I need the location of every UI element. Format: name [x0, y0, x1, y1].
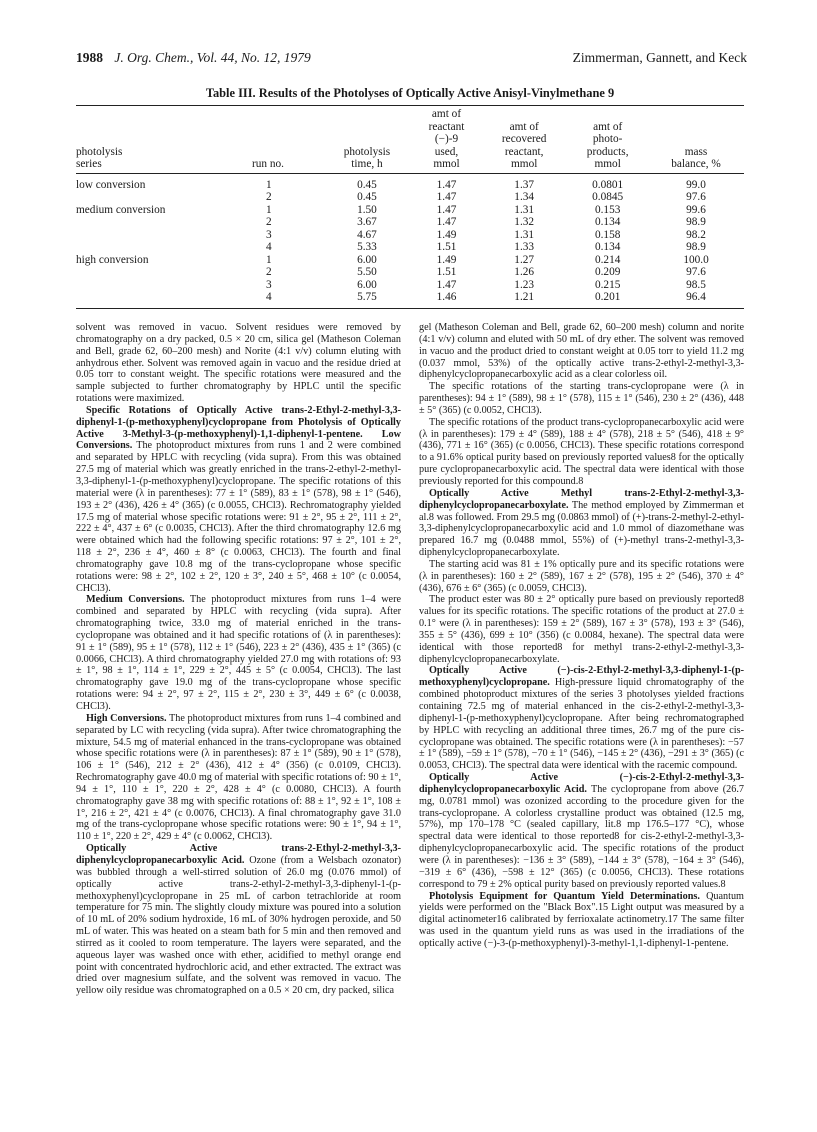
column-header-line: mmol: [594, 158, 621, 170]
table-cell: 96.4: [686, 291, 706, 303]
page-number: 1988: [76, 50, 103, 65]
table-cell: 1.47: [436, 191, 457, 203]
paragraph: [76, 713, 401, 843]
table-cell: 1.33: [514, 241, 535, 253]
table-body: [76, 173, 744, 308]
table-row: [76, 204, 744, 217]
paragraph-heading: Optically Active (−)-cis-2-Ethyl-2-methyl-3,3-diphenyl-1-(p-methoxyphenyl)cyclopropane.: [419, 665, 744, 689]
table-cell: 5.75: [357, 291, 377, 303]
table-header: [76, 106, 744, 174]
table-cell: 0.209: [594, 266, 621, 278]
table-cell: 1.32: [514, 216, 535, 228]
column-header-line: used,: [434, 145, 459, 158]
table-cell: [76, 216, 226, 229]
table-cell: 0.153: [594, 203, 621, 216]
table-cell: 0.134: [594, 216, 621, 228]
paragraph: [419, 665, 744, 772]
table-cell: 1.49: [436, 228, 457, 241]
paragraph: [76, 594, 401, 712]
table-cell: [76, 279, 226, 292]
table-cell: 0.0801: [592, 178, 624, 191]
table-cell: 100.0: [683, 253, 709, 266]
paragraph-text: The specific rotations of the starting trans-cyclopropane were (λ in parentheses): 94 ± 1° (589), 98 ± 1° (578), 115 ± 1° (546), 230 ± 2° (436), 448 ± 5° (365) (c 0.0052, CHCl3).: [419, 381, 744, 416]
table-cell: 1.23: [514, 278, 535, 291]
table-cell: 1.51: [436, 241, 457, 253]
column-header: [322, 106, 412, 174]
table-cell: 2: [266, 266, 272, 278]
paragraph-text: The starting acid was 81 ± 1% optically pure and its specific rotations were (λ in parentheses): 160 ± 2° (589), 167 ± 2° (578), 195 ± 2° (546), 370 ± 4° (436), 676 ± 6° (365) (c 0.0059, CHCl3).: [419, 558, 744, 594]
results-table-block: [76, 86, 744, 309]
paragraph-heading: Optically Active (−)-cis-2-Ethyl-2-methyl-3,3-diphenylcyclopropanecarboxylic Acid.: [419, 772, 744, 795]
column-header-line: time, h: [351, 158, 383, 170]
table-cell: 1: [266, 203, 272, 216]
column-header: [76, 106, 226, 174]
results-table: [76, 105, 744, 309]
table-cell: 1.50: [357, 203, 377, 216]
table-cell: 97.6: [686, 266, 706, 278]
table-cell: 1.51: [436, 266, 457, 278]
column-header-line: series: [76, 158, 102, 170]
author-names: Zimmerman, Gannett, and Keck: [572, 50, 747, 65]
paragraph: [419, 322, 744, 381]
paragraph: [419, 891, 744, 950]
table-cell: 5.50: [357, 266, 377, 278]
table-cell: low conversion: [76, 178, 146, 191]
table-cell: 3.67: [357, 216, 377, 228]
table-cell: 1.37: [514, 178, 535, 191]
paragraph-heading: Optically Active trans-2-Ethyl-2-methyl-3,3-diphenylcyclopropanecarboxylic Acid.: [76, 843, 401, 866]
table-row: [76, 191, 744, 204]
paragraph-text: The cyclopropane from above (26.7 mg, 0.0781 mmol) was ozonized according to the procedure given for the trans-cyclopropane. A colorless crystalline product was obtained (12.5 mg, 57%), mp 170–178 °C (sealed capillary, lit.8 mp 176.5–177 °C), whose spectral data were identical to those reported8 for cis-2-ethyl-2-methyl-3,3-diphenylcyclopropanecarboxylic acid. The specific rotations of the product were (λ in parentheses): −136 ± 3° (589), −144 ± 3° (578), −164 ± 3° (546), −319 ± 6° (436), −598 ± 12° (365) (c 0.0056, CHCl3). These rotations correspond to 79 ± 2% optical purity based on previously reported values.8: [419, 783, 745, 890]
table-cell: 1.47: [436, 278, 457, 291]
paragraph-text: Ozone (from a Welsbach ozonator) was bubbled through a well-stirred solution of 26.0 mg (0.076 mmol) of optically active trans-2-ethyl-2-methyl-3,3-diphenyl-1-(p-methoxyphenyl)cyclopropane in 25 mL of carbon tetrachloride at room temperature for 75 min. The slightly cloudy mixture was poured into a solution of 10 mL of 20% sodium hydroxide, 16 mL of 30% hydrogen peroxide, and 50 mL of water. This was heated on a steam bath for 5 min and then removed and stirred as it cooled to room temperature. The layers were separated, and the aqueous layer was washed once with ether, acidified to methyl orange end point with concentrated hydrochloric acid, and ether extracted. The extract was dried over magnesium sulfate, and the solvent was removed in vacuo. The yellow oily residue was chromatographed on a 0.5 × 20 cm, dry packed, silica: [76, 854, 401, 997]
table-cell: 1.47: [436, 203, 457, 216]
paragraph-heading: Photolysis Equipment for Quantum Yield Determinations.: [429, 890, 700, 902]
table-cell: 3: [266, 278, 272, 291]
paragraph-text: The method employed by Zimmerman et al.8 was followed. From 29.5 mg (0.0863 mmol) of (+)-trans-2-methyl-2-ethyl-3,3-diphenylcyclopropanecarboxylic acid and 1.0 mmol of diazomethane was prepared 16.7 mg (0.0488 mmol, 55%) of (+)-methyl trans-2-methyl-3,3-diphenylcyclopropanecarboxylate.: [419, 499, 744, 559]
table-cell: 1.31: [514, 203, 535, 216]
column-header: [567, 106, 648, 174]
paragraph: [76, 322, 401, 405]
table-cell: 1.47: [436, 178, 457, 191]
paragraph-text: The photoproduct mixtures from runs 1–4 combined and separated by LC with recycling (vida supra). After twice chromatographing the mixture, 54.5 mg of material enhanced in the trans-cyclopropane was obtained whose specific rotations were (λ in parentheses): 87 ± 1° (589), 90 ± 1° (578), 106 ± 1° (546), 212 ± 2° (436), 412 ± 4° (356) (c 0.0109, CHCl3). Rechromatography gave 40.0 mg of material with specific rotations of: 90 ± 1°, 94 ± 1°, 110 ± 1°, 220 ± 2°, 428 ± 4° (c 0.0080, CHCl3). A fourth chromatography gave 38 mg with specific rotations of: 88 ± 1°, 92 ± 1°, 108 ± 1°, 216 ± 2°, 421 ± 4° (c 0.0076, CHCl3). A final chromatography gave 31.0 mg of the trans-cyclopropane whose specific rotations were: 90 ± 1°, 94 ± 1°, 110 ± 1°, 220 ± 2°, 429 ± 4° (c 0.0062, CHCl3).: [76, 712, 401, 843]
paragraph: [419, 594, 744, 665]
table-cell: [76, 241, 226, 254]
table-cell: 6.00: [357, 253, 377, 266]
column-header-line: (−)-9: [434, 133, 459, 145]
table-row: [76, 291, 744, 308]
table-cell: 4: [266, 241, 272, 253]
table-cell: 0.158: [594, 228, 621, 241]
table-cell: 1: [266, 253, 272, 266]
body-text: [76, 322, 744, 997]
table-cell: medium conversion: [76, 203, 166, 216]
column-header-line: mmol: [511, 158, 538, 170]
paragraph-text: Quantum yields were performed on the "Black Box".15 Light output was measured by a digital actinometer16 calibrated by ferrioxalate actinometry.17 The same filter was used in the quantum yield runs as was used in the irradiations of the optically active (−)-3-(p-methoxyphenyl)-3-methyl-1,1-diphenyl-1-pentene.: [419, 890, 744, 949]
table-cell: [76, 191, 226, 204]
table-cell: 1.26: [514, 266, 535, 278]
paragraph: [76, 843, 401, 997]
table-cell: 0.215: [594, 278, 621, 291]
paragraph: [419, 381, 744, 417]
column-header-line: amt of: [509, 120, 539, 133]
column-header-line: recovered: [501, 133, 547, 145]
paragraph-heading: Specific Rotations of Optically Active trans-2-Ethyl-2-methyl-3,3-diphenyl-1-(p-methoxyphenyl)cyclopropane from Photolysis of Optically Active 3-Methyl-3-(p-methoxyphenyl)-1,1-diphenyl-1-pentene. Low Conversions.: [76, 404, 401, 452]
table-cell: high conversion: [76, 253, 149, 266]
paragraph-text: The product ester was 80 ± 2° optically pure based on previously reported8 values for its specific rotations. The specific rotations of the product at 27.0 ± 0.1° were (λ in parentheses): 159 ± 2° (589), 167 ± 3° (578), 193 ± 3° (546), 355 ± 5° (436), 699 ± 10° (356) (c 0.0084, hexane). The spectral data were identical with those reported8 for methyl trans-2-ethyl-2-methyl-3,3-diphenylcyclopropanecarboxylate.: [419, 594, 744, 665]
column-header-line: mmol: [433, 158, 460, 170]
table-row: [76, 254, 744, 267]
paragraph-text: The photoproduct mixtures from runs 1 and 2 were combined and separated by HPLC with recycling (vida supra). From this was obtained 27.5 mg of material which was greatly enriched in the trans-2-ethyl-2-methyl-3,3-diphenyl-1-(p-methoxyphenyl)cyclopropane. The specific rotations of this material were (λ in parentheses): 77 ± 1° (589), 83 ± 1° (578), 98 ± 1° (546), 193 ± 2° (436), 426 ± 4° (365) (c 0.0055, CHCl3). Rechromatography yielded 17.5 mg of material whose specific rotations were: 91 ± 2°, 95 ± 2°, 111 ± 2°, 222 ± 4°, 437 ± 6° (c 0.0035, CHCl3). After the third chromatography 12.6 mg were obtained which had the following specific rotations: 97 ± 2°, 101 ± 2°, 118 ± 2°, 236 ± 4°, 460 ± 8° (c 0.0063, CHCl3). The fourth and final chromatography gave 10.8 mg of the trans-cyclopropane whose specific rotations were: 98 ± 2°, 102 ± 2°, 120 ± 3°, 240 ± 5°, 468 ± 10° (c 0.0054, CHCl3).: [76, 440, 401, 594]
table-row: [76, 279, 744, 292]
table-row: [76, 266, 744, 279]
table-cell: 0.0845: [592, 191, 624, 203]
paragraph-text: gel (Matheson Coleman and Bell, grade 62, 60–200 mesh) column and norite (4:1 v/v) column and eluted with 50 mL of dry ether. The solvent was removed in vacuo and the product dried to constant weight at 0.05 torr to yield 11.2 mg (0.037 mmol, 53%) of the optically active trans-2-ethyl-2-methyl-3,3-diphenylcyclopropanecarboxylic acid as a clear colorless oil.: [419, 322, 744, 381]
table-cell: 99.0: [686, 178, 706, 191]
column-header-line: run no.: [252, 158, 285, 170]
table-cell: 97.6: [686, 191, 706, 203]
table-cell: 1.21: [514, 291, 535, 303]
table-row: [76, 173, 744, 191]
column-header-line: amt of: [593, 120, 623, 133]
column-header: [412, 106, 481, 174]
table-cell: 99.6: [686, 203, 706, 216]
table-cell: 4: [266, 291, 272, 303]
paragraph-heading: Optically Active Methyl trans-2-Ethyl-2-methyl-3,3-diphenylcyclopropanecarboxylate.: [419, 487, 744, 511]
table-cell: 0.134: [594, 241, 621, 253]
paragraph: [419, 772, 744, 890]
column-header-line: photo-: [592, 133, 623, 145]
table-row: [76, 216, 744, 229]
column-header-line: mass: [684, 145, 708, 158]
table-cell: 1: [266, 178, 272, 191]
table-cell: 2: [266, 216, 272, 228]
paragraph-text: The specific rotations of the product trans-cyclopropanecarboxylic acid were (λ in parentheses): 179 ± 4° (589), 188 ± 4° (578), 218 ± 5° (546), 418 ± 9° (436), 771 ± 16° (365) (c 0.0056, CHCl3). These specific rotations correspond to a 91.6% optical purity based on previously reported values8 for the optically pure cyclopropanecarboxylic acid. The spectral data were identical with those previously reported for this compound.8: [419, 416, 744, 487]
journal-name: J. Org. Chem., Vol. 44, No. 12, 1979: [114, 50, 311, 65]
right-text-column: [419, 322, 744, 997]
table-cell: 0.45: [357, 178, 377, 191]
paragraph-text: The photoproduct mixtures from runs 1–4 were combined and separated by HPLC with recycling (vida supra). After chromatographing twice, 33.0 mg of material enriched in the trans-cyclopropane was obtained and it had specific rotations of (λ in parentheses): 91 ± 1° (589), 95 ± 1° (578), 112 ± 1° (546), 223 ± 2° (436), 435 ± 1° (365) (c 0.0066, CHCl3). A third chromatography yielded 27.0 mg with rotations of: 93 ± 1°, 98 ± 1°, 114 ± 1°, 229 ± 2°, 445 ± 5° (c 0.0054, CHCl3). The last chromatography gave 19.0 mg of the trans-cyclopropane whose specific rotations were: 94 ± 2°, 97 ± 2°, 115 ± 2°, 230 ± 3°, 449 ± 6° (c 0.0038, CHCl3).: [76, 594, 401, 712]
paragraph-heading: Medium Conversions.: [86, 594, 185, 606]
table-cell: 1.27: [514, 253, 535, 266]
table-cell: 6.00: [357, 278, 377, 291]
column-header: [226, 106, 322, 174]
table-cell: 5.33: [357, 241, 377, 253]
column-header-line: amt of: [431, 108, 462, 120]
table-cell: 1.49: [436, 253, 457, 266]
column-header-line: reactant,: [504, 145, 544, 158]
table-cell: 98.5: [686, 278, 706, 291]
table-cell: 0.214: [594, 253, 621, 266]
column-header-line: products,: [586, 145, 629, 158]
table-cell: [76, 291, 226, 308]
paragraph: [419, 488, 744, 559]
table-cell: 98.2: [686, 228, 706, 241]
table-cell: 98.9: [686, 241, 706, 253]
paragraph-text: High-pressure liquid chromatography of the combined photoproduct mixtures of the series 3 photolyses yielded fractions containing 72.5 mg of material enhanced in the cis-2-ethyl-2-methyl-3,3-diphenyl-1-(p-methoxyphenyl)cyclopropane. After being rechromatographed by HPLC with recycling an additional three times, 26.7 mg of the pure cis-cyclopropane was obtained. The specific rotations were (λ in parentheses): −57 ± 1° (589), −59 ± 1° (578), −70 ± 1° (546), −145 ± 2° (436), −291 ± 3° (365) (c 0.0053, CHCl3). The spectral data were identical with the racemic compound.: [419, 677, 744, 772]
table-cell: [76, 266, 226, 279]
table-cell: 1.47: [436, 216, 457, 228]
table-cell: 0.45: [357, 191, 377, 203]
table-cell: 1.46: [436, 291, 457, 303]
column-header-line: reactant: [428, 120, 465, 133]
paragraph: [419, 559, 744, 595]
table-cell: 1.31: [514, 228, 535, 241]
column-header-line: balance, %: [671, 158, 721, 170]
paragraph: [76, 405, 401, 595]
table-cell: 3: [266, 228, 272, 241]
table-cell: 0.201: [594, 291, 621, 303]
table-cell: [76, 229, 226, 242]
table-row: [76, 241, 744, 254]
journal-citation: [76, 50, 311, 66]
table-row: [76, 229, 744, 242]
column-header: [481, 106, 567, 174]
table-cell: 2: [266, 191, 272, 203]
running-head: [76, 50, 747, 66]
column-header-line: photolysis: [76, 145, 123, 158]
table-cell: 4.67: [357, 228, 377, 241]
table-title: Table III. Results of the Photolyses of Optically Active Anisyl-Vinylmethane 9: [205, 86, 615, 100]
left-text-column: [76, 322, 401, 997]
paragraph: [419, 417, 744, 488]
table-cell: 98.9: [686, 216, 706, 228]
paragraph-heading: High Conversions.: [86, 712, 167, 724]
column-header: [648, 106, 744, 174]
table-cell: 1.34: [514, 191, 535, 203]
column-header-line: photolysis: [343, 145, 391, 158]
paragraph-text: solvent was removed in vacuo. Solvent residues were removed by chromatography on a dry packed, 0.5 × 20 cm, silica gel (Matheson Coleman and Bell, grade 62, 60–200 mesh) and Norite (4:1 v/v) column eluting with anhydrous ether. Solvent was removed again in vacuo and the residue dried at 0.05 torr to constant weight. The specific rotations were measured and the sample subjected to further chromatography by HPLC until the specific rotations were maximized.: [76, 322, 401, 405]
